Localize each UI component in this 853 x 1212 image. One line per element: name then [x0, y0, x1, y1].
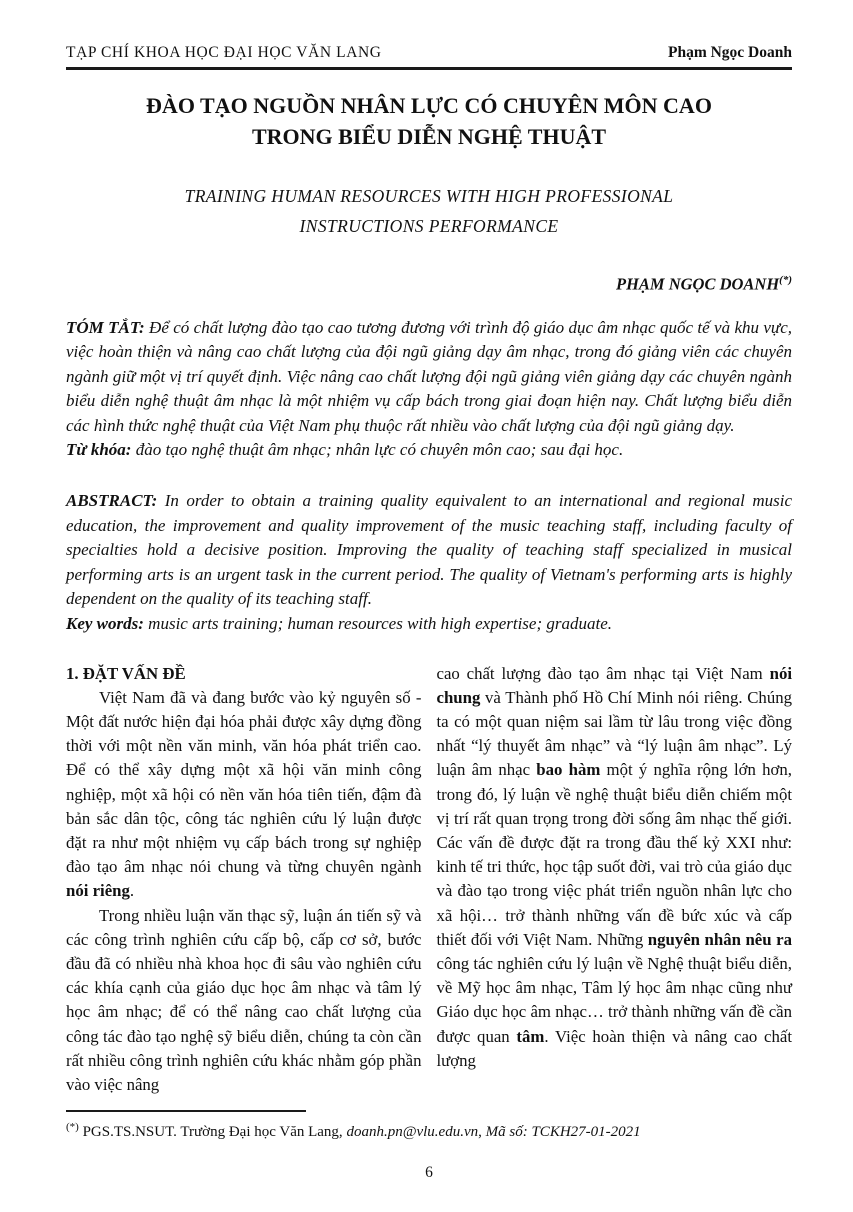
keywords-english-label: Key words:	[66, 614, 144, 634]
paragraph-text: và Thành phố Hồ Chí Minh nói riêng. Chúng ta có một quan niệm sai lầm từ lâu trong việc đồng nhất “lý thuyết âm nhạc” và “lý luận âm nhạc”. Lý luận âm nhạc	[436, 687, 792, 780]
paragraph-text: Trong nhiều luận văn thạc sỹ, luận án tiến sỹ và các công trình nghiên cứu cấp bộ, cấp cơ sở, bước đầu đã có nhiều nhà khoa học đi sâu vào nghiên cứu các khía cạnh của giáo dục học âm nhạc và tâm lý học âm nhạc; để có thể nâng cao chất lượng của công tác đào tạo nghệ sỹ biểu diễn, chúng ta còn cần rất nhiều công trình nghiên cứu khác nhằm góp phần vào việc nâng	[66, 905, 422, 1095]
article-title-line2: TRONG BIỂU DIỄN NGHỆ THUẬT	[251, 124, 607, 149]
paragraph-bold-text: nói riêng	[66, 881, 130, 901]
left-column-paragraph-1	[66, 686, 422, 904]
left-column-paragraph-2	[66, 904, 422, 1098]
paragraph-text: cao chất lượng đào tạo âm nhạc tại Việt Nam	[436, 663, 770, 683]
keywords-vietnamese	[66, 438, 792, 463]
article-title-line1: ĐÀO TẠO NGUỒN NHÂN LỰC CÓ CHUYÊN MÔN CAO	[146, 93, 712, 118]
running-author-name: Phạm Ngọc Doanh	[667, 44, 792, 61]
author-name: PHẠM NGỌC DOANH	[615, 274, 780, 294]
page-number: 6	[425, 1164, 433, 1182]
keywords-english	[66, 612, 792, 637]
article-title-english	[66, 181, 792, 241]
abstract-english	[66, 489, 792, 612]
abstract-vietnamese-text: Để có chất lượng đào tạo cao tương đương với trình độ giáo dục âm nhạc quốc tế và khu vực, việc hoàn thiện và nâng cao chất lượng của đội ngũ giảng dạy âm nhạc, trong đó giảng viên các chuyên ngành giữ một vị trí quyết định. Việc nâng cao chất lượng đội ngũ giảng viên giảng dạy các chuyên ngành biểu diễn nghệ thuật âm nhạc là một nhiệm vụ cấp bách trong giai đoạn hiện nay. Chất lượng biểu diễn các hình thức nghệ thuật của Việt Nam phụ thuộc rất nhiều vào chất lượng của đội ngũ giảng dạy.	[66, 317, 792, 435]
author-byline	[66, 274, 792, 295]
right-column-paragraph	[437, 662, 793, 1073]
article-title-english-line2: INSTRUCTIONS PERFORMANCE	[299, 216, 559, 236]
footnote-separator-text: ,	[478, 1124, 486, 1141]
footnote-separator-rule	[66, 1110, 306, 1112]
paragraph-text: công tác nghiên cứu lý luận về Nghệ thuật biểu diễn, về Mỹ học âm nhạc, Tâm lý học âm nhạc cũng như Giáo dục học âm nhạc… trở thành những vấn đề cần được quan	[436, 954, 792, 1046]
keywords-english-text: music arts training; human resources with high expertise; graduate.	[143, 614, 613, 634]
keywords-vietnamese-label: Từ khóa:	[66, 440, 132, 460]
paragraph-text: một ý nghĩa rộng lớn hơn, trong đó, lý luận về nghệ thuật biểu diễn chiếm một vị trí rất quan trọng trong đời sống âm nhạc thế giới. Các vấn đề được đặt ra trong đầu thế kỷ XXI như: kinh tế tri thức, học tập suốt đời, vai trò của giáo dục và đào tạo trong việc phát triển nguồn nhân lực cho xã hội… trở thành những vấn đề bức xúc và cấp thiết đối với Việt Nam. Những	[436, 760, 792, 949]
author-footnote-marker: (*)	[779, 274, 792, 286]
abstract-vietnamese	[66, 316, 792, 439]
journal-name: TẠP CHÍ KHOA HỌC ĐẠI HỌC VĂN LANG	[66, 44, 382, 61]
abstract-english-text: In order to obtain a training quality equivalent to an international and regional music education, the improvement and quality improvement of the music teaching staff, including faculty of specialties hold a decisive position. Improving the quality of teaching staff specialized in musical performing arts is an urgent task in the current period. The quality of Vietnam's performing arts is highly dependent on the quality of its teaching staff.	[66, 491, 792, 609]
body-columns	[66, 662, 792, 1098]
section-1-heading: 1. ĐẶT VẤN ĐỀ	[66, 663, 186, 683]
abstract-english-label: ABSTRACT:	[66, 491, 158, 511]
left-column	[66, 662, 422, 1098]
running-header	[66, 44, 792, 70]
footnote-affiliation: PGS.TS.NSUT. Trường Đại học Văn Lang,	[78, 1124, 347, 1141]
paragraph-bold-text: nói chung	[436, 663, 792, 707]
footnote-marker: (*)	[66, 1121, 79, 1134]
paragraph-text: . Việc hoàn thiện và nâng cao chất lượng	[436, 1026, 792, 1070]
article-title-english-line1: TRAINING HUMAN RESOURCES WITH HIGH PROFESSIONAL	[184, 186, 674, 206]
footnote-email: doanh.pn@vlu.edu.vn	[346, 1124, 479, 1141]
paragraph-bold-text: bao hàm	[536, 760, 601, 780]
footnote	[66, 1117, 792, 1143]
article-title	[66, 90, 792, 152]
footnote-article-code: Mã số: TCKH27-01-2021	[485, 1124, 641, 1141]
paragraph-bold-text: nguyên nhân nêu ra	[647, 929, 792, 949]
keywords-vietnamese-text: đào tạo nghệ thuật âm nhạc; nhân lực có chuyên môn cao; sau đại học.	[131, 440, 624, 460]
abstract-vietnamese-label: TÓM TẮT:	[66, 317, 145, 337]
paragraph-text: Việt Nam đã và đang bước vào kỷ nguyên số - Một đất nước hiện đại hóa phải được xây dựng đồng thời với một nền văn minh, văn hóa phát triển cao. Để có thể xây dựng một xã hội văn minh công nghiệp, một xã hội có nền văn hóa tiên tiến, đậm đà bản sắc dân tộc, công tác nghiên cứu lý luận được đặt ra như một nhiệm vụ cấp bách trong sự nghiệp đào tạo âm nhạc nói chung và từng chuyên ngành	[66, 687, 422, 877]
paragraph-bold-text: tâm	[516, 1026, 545, 1046]
right-column	[437, 662, 793, 1098]
paragraph-text: .	[129, 881, 135, 901]
